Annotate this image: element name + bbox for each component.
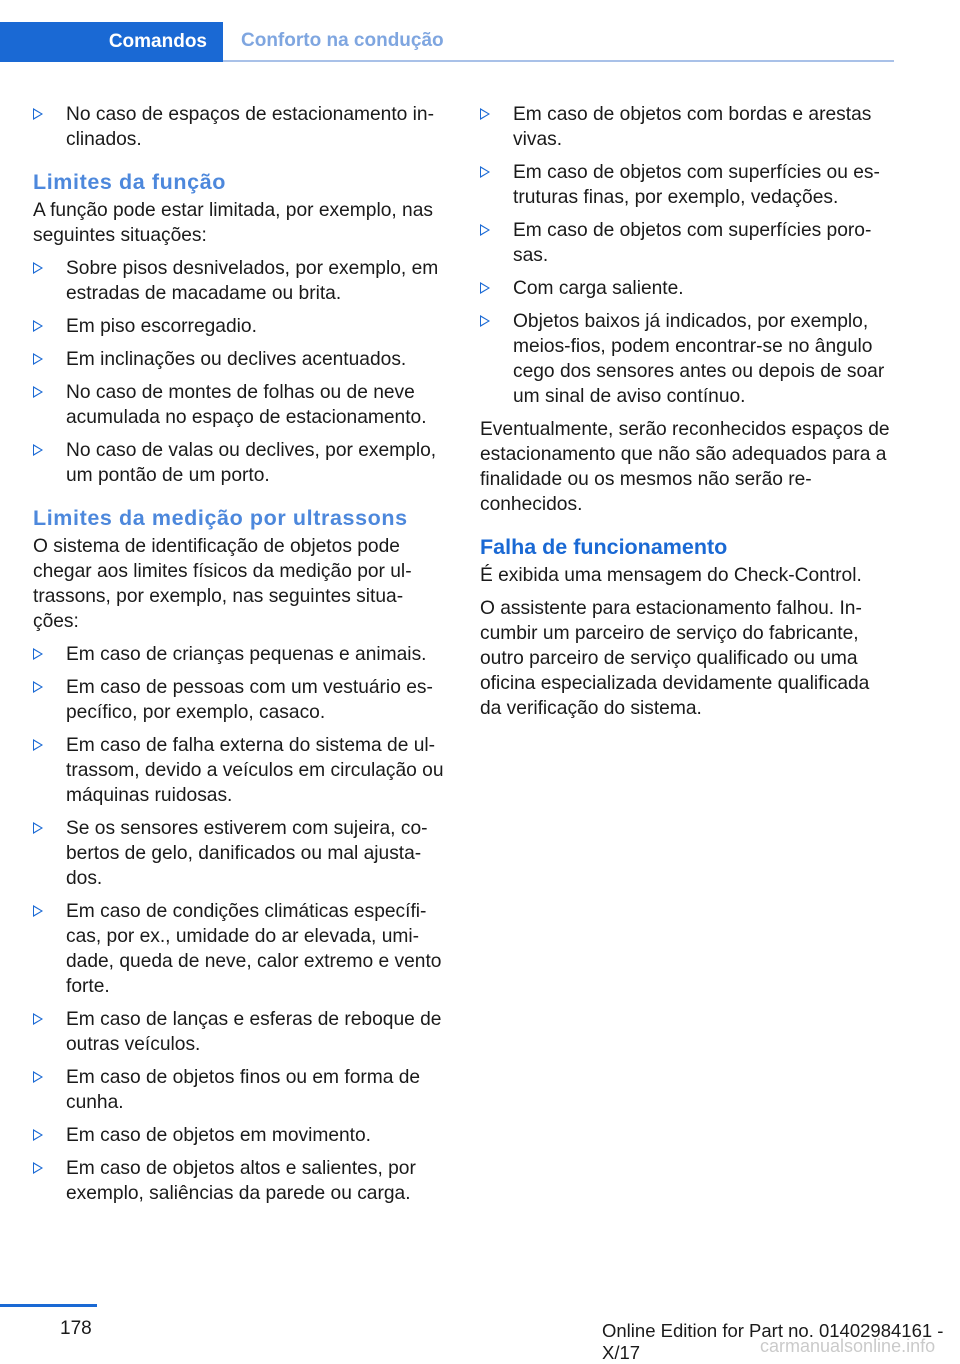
- triangle-bullet-icon: [480, 224, 490, 236]
- list-item: Em caso de objetos altos e salientes, por exemplo, saliências da parede ou carga.: [33, 1156, 448, 1206]
- section-heading-limites-ultrassons: Limites da medição por ultrassons: [33, 506, 408, 530]
- triangle-bullet-icon: [33, 905, 43, 917]
- triangle-bullet-icon: [33, 444, 43, 456]
- triangle-bullet-icon: [33, 822, 43, 834]
- list-item: Em piso escorregadio.: [33, 314, 448, 339]
- paragraph: É exibida uma mensagem do Check-Control.: [480, 565, 862, 586]
- page-number: 178: [60, 1318, 92, 1339]
- triangle-bullet-icon: [33, 1013, 43, 1025]
- list-item: Em caso de crianças pequenas e animais.: [33, 642, 448, 667]
- paragraph: O sistema de identificação de objetos pode chegar aos limites físicos da medição por ul‐trassons, por exemplo, nas seguintes situa‐ções:: [33, 536, 412, 632]
- triangle-bullet-icon: [33, 1071, 43, 1083]
- list-item: Em caso de objetos com superfícies ou es‐truturas finas, por exemplo, vedações.: [480, 160, 894, 210]
- list-item: Em caso de objetos finos ou em forma de cunha.: [33, 1065, 448, 1115]
- triangle-bullet-icon: [33, 681, 43, 693]
- list-item: Com carga saliente.: [480, 276, 894, 301]
- tab-comandos[interactable]: Comandos: [0, 22, 223, 62]
- paragraph: A função pode estar limitada, por exemplo, nas seguintes situações:: [33, 200, 433, 246]
- list-item: Se os sensores estiverem com sujeira, co‐bertos de gelo, danificados ou mal ajusta‐dos.: [33, 816, 448, 891]
- triangle-bullet-icon: [33, 739, 43, 751]
- list-item: Em caso de objetos em movimento.: [33, 1123, 448, 1148]
- triangle-bullet-icon: [480, 315, 490, 327]
- triangle-bullet-icon: [33, 648, 43, 660]
- section-heading-falha-funcionamento: Falha de funcionamento: [480, 535, 728, 559]
- triangle-bullet-icon: [480, 166, 490, 178]
- list-item: Em caso de objetos com superfícies poro‐sas.: [480, 218, 894, 268]
- list-item: Em inclinações ou declives acentuados.: [33, 347, 448, 372]
- left-column: [33, 102, 448, 1214]
- list-item: No caso de valas ou declives, por exemplo, um pontão de um porto.: [33, 438, 448, 488]
- watermark: carmanualsonline.info: [760, 1336, 936, 1356]
- page-header: [0, 22, 894, 62]
- triangle-bullet-icon: [33, 320, 43, 332]
- section-heading-limites-funcao: Limites da função: [33, 170, 226, 194]
- right-column: [480, 102, 894, 729]
- triangle-bullet-icon: [480, 108, 490, 120]
- list-item: No caso de montes de folhas ou de neve acumulada no espaço de estacionamento.: [33, 380, 448, 430]
- list-item: Em caso de objetos com bordas e arestas vivas.: [480, 102, 894, 152]
- list-item: Em caso de lanças e esferas de reboque de outras veículos.: [33, 1007, 448, 1057]
- list-item: Sobre pisos desnivelados, por exemplo, em estradas de macadame ou brita.: [33, 256, 448, 306]
- footer-rule: [0, 1304, 97, 1307]
- list-item: No caso de espaços de estacionamento in‐clinados.: [33, 102, 448, 152]
- triangle-bullet-icon: [33, 1129, 43, 1141]
- paragraph: O assistente para estacionamento falhou. In‐cumbir um parceiro de serviço do fabricante, outro parceiro de serviço qualificado ou uma oficina especializada devidamente qualificada da verificação do sistema.: [480, 598, 870, 719]
- edition-note: Online Edition for Part no. 01402984161 - X/17: [602, 1320, 944, 1363]
- triangle-bullet-icon: [33, 386, 43, 398]
- triangle-bullet-icon: [33, 108, 43, 120]
- triangle-bullet-icon: [480, 282, 490, 294]
- triangle-bullet-icon: [33, 353, 43, 365]
- tab-conforto-na-conducao[interactable]: Conforto na condução: [223, 22, 894, 62]
- triangle-bullet-icon: [33, 1162, 43, 1174]
- list-item: Objetos baixos já indicados, por exemplo, meios-fios, podem encontrar-se no ângulo cego dos sensores antes ou depois de soar um sinal de aviso contínuo.: [480, 309, 894, 409]
- list-item: Em caso de condições climáticas específi‐cas, por ex., umidade do ar elevada, umi‐dade, queda de neve, calor extremo e vento forte.: [33, 899, 448, 999]
- triangle-bullet-icon: [33, 262, 43, 274]
- paragraph: Eventualmente, serão reconhecidos espaços de estacionamento que não são adequados para a finalidade ou os mesmos não serão re‐conhecidos.: [480, 419, 890, 515]
- list-item: Em caso de falha externa do sistema de ul‐trassom, devido a veículos em circulação ou máquinas ruidosas.: [33, 733, 448, 808]
- list-item: Em caso de pessoas com um vestuário es‐pecífico, por exemplo, casaco.: [33, 675, 448, 725]
